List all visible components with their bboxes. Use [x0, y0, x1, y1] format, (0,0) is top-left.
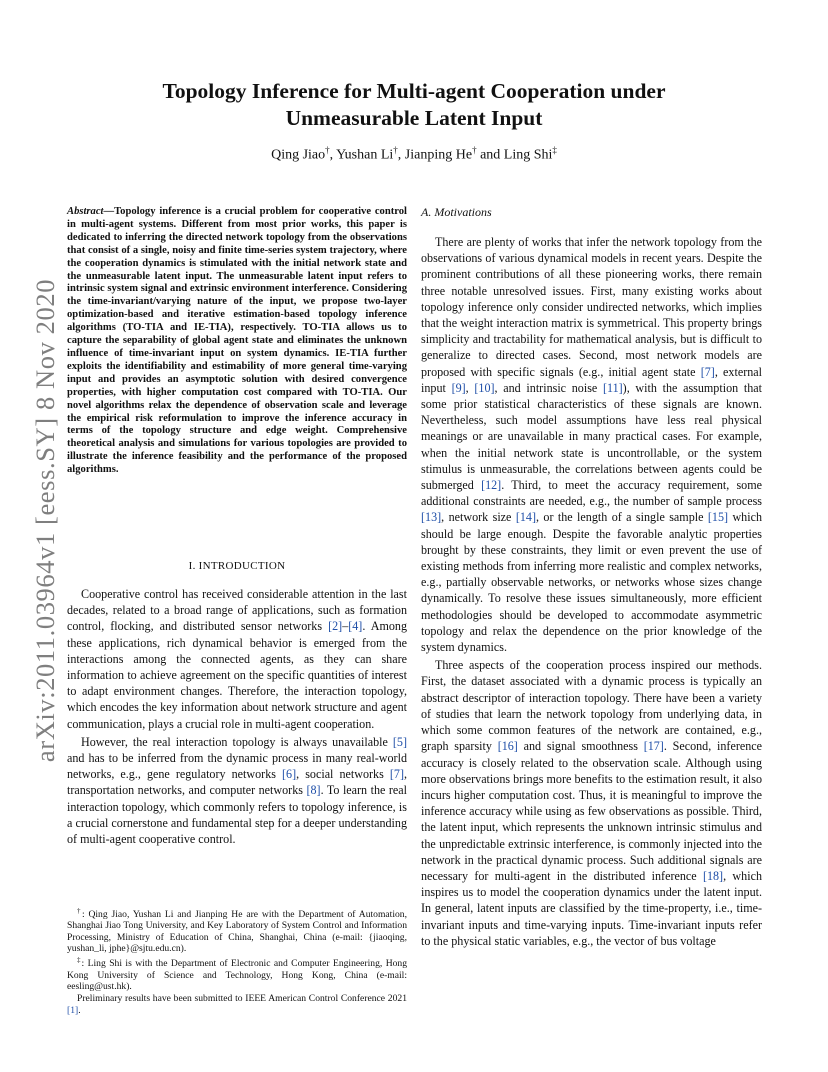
citation-link[interactable]: [6] — [282, 767, 297, 782]
citation-link[interactable]: [8] — [306, 783, 321, 798]
citation-link[interactable]: [7] — [700, 364, 715, 379]
text: , social networks — [296, 767, 390, 782]
paper-title — [90, 78, 738, 132]
citation-link[interactable]: [5] — [392, 734, 407, 749]
author-mark: ‡ — [552, 145, 557, 155]
author-1: Qing Jiao — [271, 147, 326, 163]
text: There are plenty of works that infer the network topology from the observations of various dynamical models in recent years. Despite the prominent contributions of all these pioneering works, there remain three notable unresolved issues. First, many existing works about topology inference only consider undirected networks, which implies that the weight interaction matrix is symmetrical. This property brings simplicity and tractability for mathematical analysis, but is difficult to generalize to directed cases. Second, most network models are proposed with specific signals (e.g., initial agent state — [421, 235, 762, 379]
text: which should be large enough. Despite the favorable analytic properties brought by these constraints, they limit or even prevent the use of existing methods from inferring more realistic and complex networks, e.g., partially observable networks, or networks whose sizes change dynamically. To resolve these issues simultaneously, more efficient methodologies should be developed to accommodate asymmetric topology and relax the dependence on the prior knowledge of the system dynamics. — [421, 510, 763, 655]
text: : Ling Shi is with the Department of Electronic and Computer Engineering, Hong Kong University of Science and Technology, Hong Kong, China (e-mail: eesling@ust.hk). — [67, 958, 408, 993]
citation-link[interactable]: [7] — [389, 767, 404, 782]
text: : Qing Jiao, Yushan Li and Jianping He are with the Department of Automation, Shanghai Jiao Tong University, and Key Laboratory of System Control and Information Processing, Ministry of Education of China, Shanghai, China (e-mail: {jiaoqing, yushan_li, jphe}@sjtu.edu.cn). — [67, 909, 407, 955]
arxiv-side-identifier — [26, 280, 66, 760]
footnote-mark: † — [77, 907, 82, 915]
motivation-paragraph — [421, 657, 762, 949]
author-mark: † — [472, 145, 477, 155]
author-4: Ling Shi — [503, 147, 553, 163]
text: and signal smoothness — [517, 739, 644, 754]
author-separator: , — [397, 147, 405, 163]
title-line-2: Unmeasurable Latent Input — [285, 106, 543, 130]
text: . Among these applications, rich dynamical behavior is emerged from the interactions among the connected agents, as they can share information to achieve agreement on the specific quantities of interest to adapt environment changes. Therefore, the interaction topology, which encodes the key information about network structure and agent communication, plays a crucial role in multi-agent cooperation. — [67, 619, 407, 731]
section-heading-introduction: I. INTRODUCTION — [188, 560, 286, 572]
text: ), with the assumption that some prior statistical characteristics of these signals are known. Nevertheless, such model assumptions have less real physical meanings or are unavailable in many practical cases. For example, when the initial network state is uncontrollable, or the system stimulus is unmeasurable, the correlations between agents could be submerged — [421, 380, 762, 493]
author-list — [90, 145, 738, 164]
footnote-3 — [67, 993, 407, 1016]
footnote-2 — [67, 955, 407, 992]
citation-link[interactable]: [9] — [451, 380, 466, 395]
abstract-body: —Topology inference is a crucial problem for cooperative control in multi-agent systems. Different from most prior works, this paper is dedicated to inferring the directed network topology from the observations that consist of a single, noisy and finite time-series system trajectory, where the cooperation dynamics is stimulated with the initial network state and the unmeasurable latent input. The unmeasurable latent input refers to intrinsic system signal and extrinsic environment interference. Considering the time-invariant/varying nature of the input, we propose two-layer optimization-based and iterative estimation-based topology inference algorithms (TO-TIA and IE-TIA), respectively. TO-TIA allows us to capture the separability of global agent state and eliminates the unknown influence of time-invariant input on system dynamics. IE-TIA further exploits the identifiability and estimability of more general time-varying input and provides an asymptotic solution with desired convergence properties, with higher computation cost compared with TO-TIA. Our novel algorithms relax the dependence of observation scale and leverage the empirical risk reformulation to improve the inference accuracy in terms of the topology structure and edge weight. Comprehensive theoretical analysis and simulations for various topologies are provided to illustrate the inference feasibility and the performance of the proposed algorithms. — [67, 206, 407, 476]
text: , which inspires us to model the cooperation dynamics under the latent input. In general, latent inputs are classified by the time-property, i.e., time-invariant inputs and time-varying inputs. Time-invariant inputs refer to the physical static variables, e.g., the vector of bus voltage — [421, 868, 762, 948]
text: . — [78, 1004, 81, 1016]
intro-paragraph — [67, 734, 407, 847]
text: – — [342, 619, 349, 634]
citation-link[interactable]: [12] — [481, 478, 502, 493]
footnotes — [67, 906, 407, 1017]
citation-link[interactable]: [18] — [702, 868, 724, 883]
arxiv-id-text: arXiv:2011.03964v1 [eess.SY] 8 Nov 2020 — [30, 278, 61, 762]
text: Cooperative control has received considerable attention in the last decades, related to a broad range of applications, such as formation control, flocking, and distributed sensor networks — [67, 587, 407, 634]
citation-link[interactable]: [10] — [474, 380, 495, 395]
text: , or the length of a single sample — [535, 510, 708, 525]
introduction-text — [67, 586, 407, 847]
author-mark: † — [393, 145, 398, 155]
text: Three aspects of the cooperation process inspired our methods. First, the dataset associated with a dynamic process is typically an abstract descriptor of interaction topology. There have been a variety of studies that learn the network topology from underlying data, in which some common features of the network are contained, e.g., graph sparsity — [421, 658, 762, 754]
text: , transportation networks, and computer networks — [67, 767, 408, 798]
citation-link[interactable]: [11] — [602, 380, 623, 395]
footnote-1 — [67, 906, 407, 954]
footnote-mark: ‡ — [77, 956, 82, 965]
author-separator: , — [329, 147, 337, 163]
text: , — [465, 380, 475, 395]
text: . Third, to meet the accuracy requirement, some additional constraints are needed, e.g., the number of sample process — [421, 478, 762, 509]
citation-link[interactable]: [4] — [348, 619, 363, 634]
citation-link[interactable]: [13] — [421, 510, 442, 525]
text: , network size — [441, 510, 516, 525]
text: . To learn the real interaction topology, which commonly refers to topology inference, is a crucial cornerstone and fundamental step for a deeper understanding of multi-agent cooperative control. — [67, 783, 407, 847]
text: . Second, inference accuracy is closely related to the observation scale. Although using more observations brings more benefits to the estimation result, it also incurs higher computation cost. Thus, it is meaningful to improve the inference accuracy while using as few observations as possible. Third, the latent input, which represents the unknown intrinsic stimulus and the unpredictable extrinsic interference, is commonly injected into the network in the practical dynamic process. Such additional signals are necessary for multi-agent in the distributed inference — [421, 739, 762, 883]
text: , and intrinsic noise — [494, 380, 603, 395]
text: , external input — [421, 364, 762, 395]
citation-link[interactable]: [16] — [497, 739, 518, 754]
motivations-text — [421, 234, 762, 949]
text: and has to be inferred from the dynamic process in many real-world networks, e.g., gene regulatory networks — [67, 751, 407, 782]
citation-link[interactable]: [17] — [643, 739, 664, 754]
text: However, the real interaction topology is always unavailable — [81, 734, 393, 749]
author-separator: and — [476, 147, 504, 163]
abstract-lead: Abstract — [67, 206, 104, 217]
author-mark: † — [325, 145, 330, 155]
author-2: Yushan Li — [336, 147, 394, 163]
abstract — [67, 206, 407, 477]
subsection-heading-motivations: A. Motivations — [421, 205, 492, 219]
author-3: Jianping He — [404, 147, 473, 163]
text: Preliminary results have been submitted to IEEE American Control Conference 2021 — [77, 993, 407, 1005]
citation-link[interactable]: [14] — [515, 510, 536, 525]
citation-link[interactable]: [2] — [328, 619, 343, 634]
intro-paragraph — [67, 586, 407, 732]
motivation-paragraph — [421, 234, 762, 655]
citation-link[interactable]: [15] — [707, 510, 729, 525]
citation-link[interactable]: [1] — [67, 1004, 79, 1016]
title-line-1: Topology Inference for Multi-agent Cooperation under — [162, 79, 666, 103]
